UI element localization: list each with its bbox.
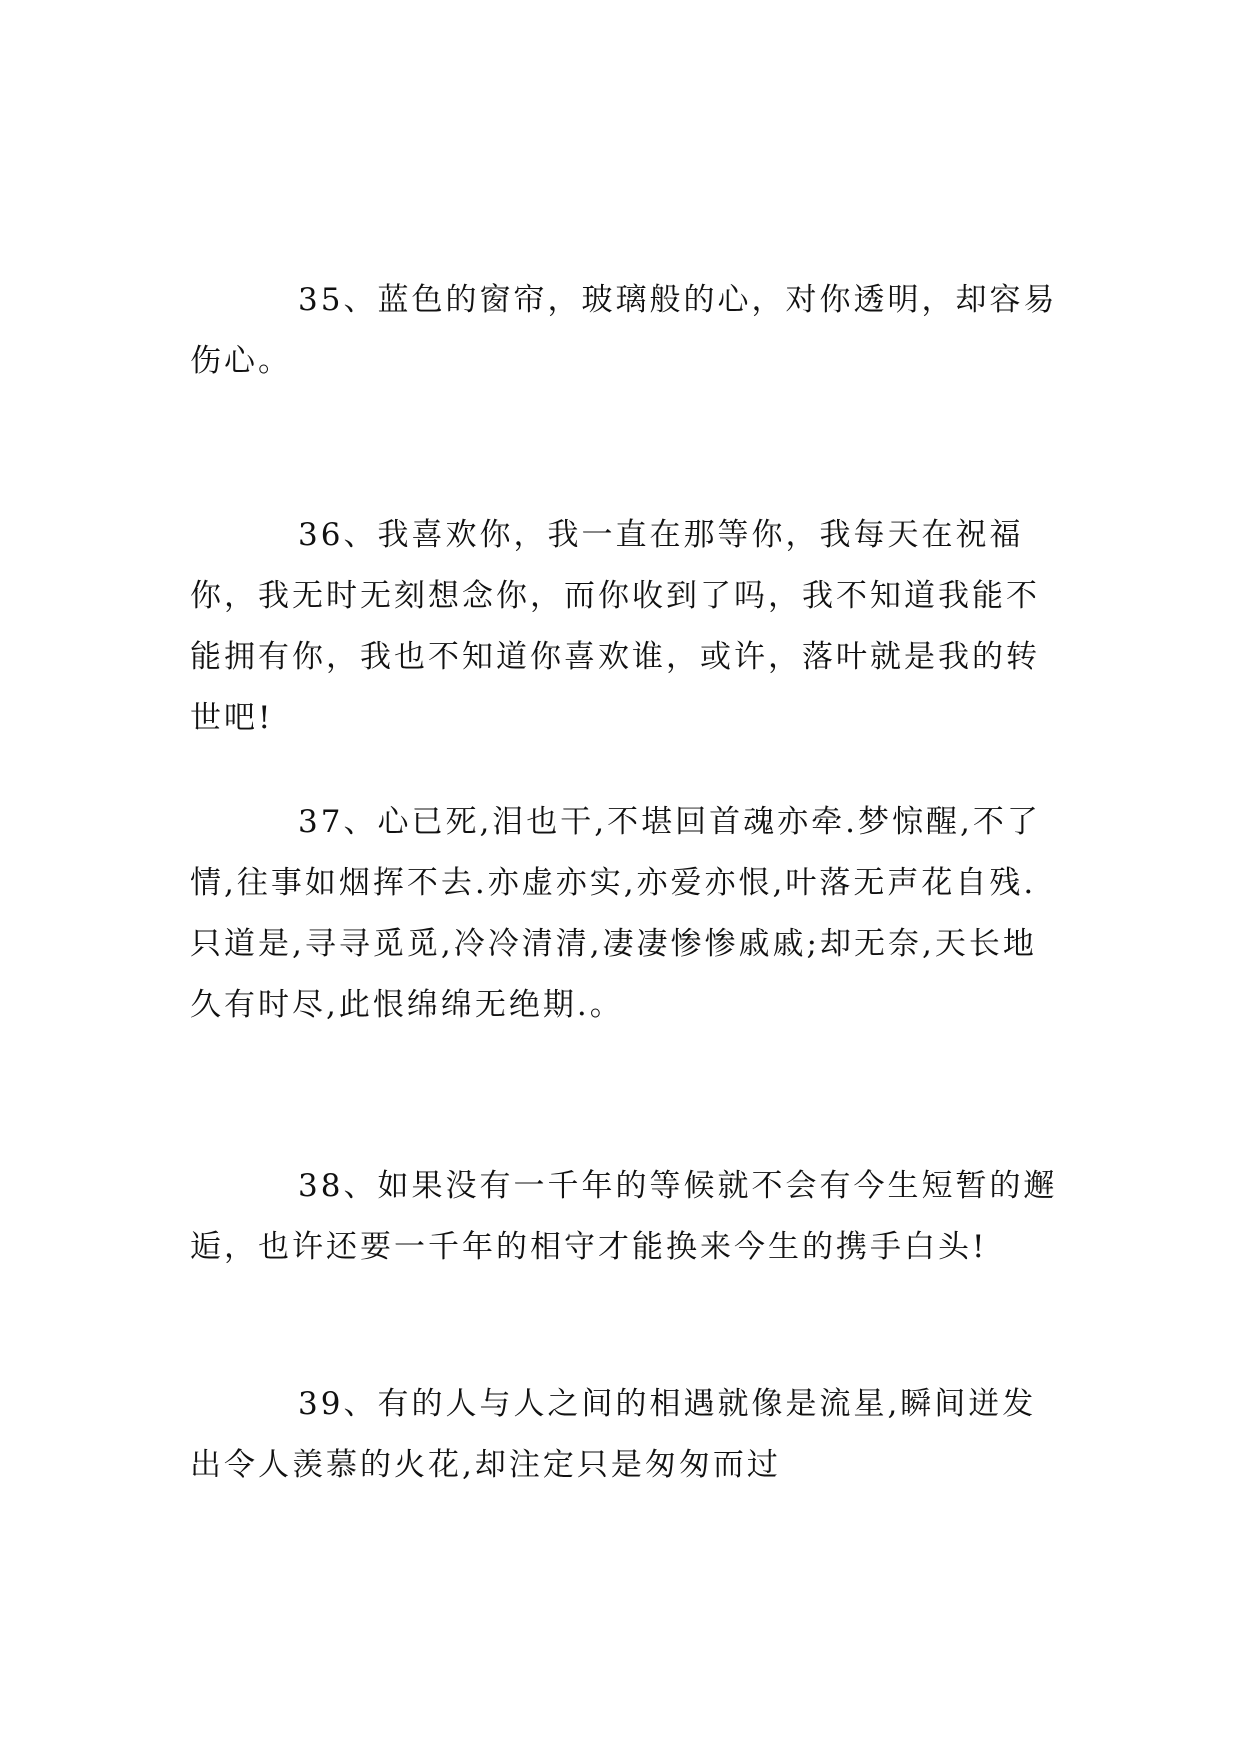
paragraph-37: 37、心已死,泪也干,不堪回首魂亦牵.梦惊醒,不了情,往事如烟挥不去.亦虚亦实,亦爱亦恨,叶落无声花自残.只道是,寻寻觅觅,冷冷清清,凄凄惨惨戚戚;却无奈,天长地久有时尽,此恨绵绵无绝期.。 xyxy=(190,804,1041,1023)
paragraph-36: 36、我喜欢你，我一直在那等你，我每天在祝福你，我无时无刻想念你，而你收到了吗，我不知道我能不能拥有你，我也不知道你喜欢谁，或许，落叶就是我的转世吧! xyxy=(190,517,1040,736)
paragraph-39: 39、有的人与人之间的相遇就像是流星,瞬间迸发出令人羡慕的火花,却注定只是匆匆而过 xyxy=(190,1386,1037,1483)
paragraph-38: 38、如果没有一千年的等候就不会有今生短暂的邂逅，也许还要一千年的相守才能换来今生的携手白头! xyxy=(190,1168,1058,1265)
paragraph-35: 35、蓝色的窗帘，玻璃般的心，对你透明，却容易伤心。 xyxy=(190,282,1058,379)
